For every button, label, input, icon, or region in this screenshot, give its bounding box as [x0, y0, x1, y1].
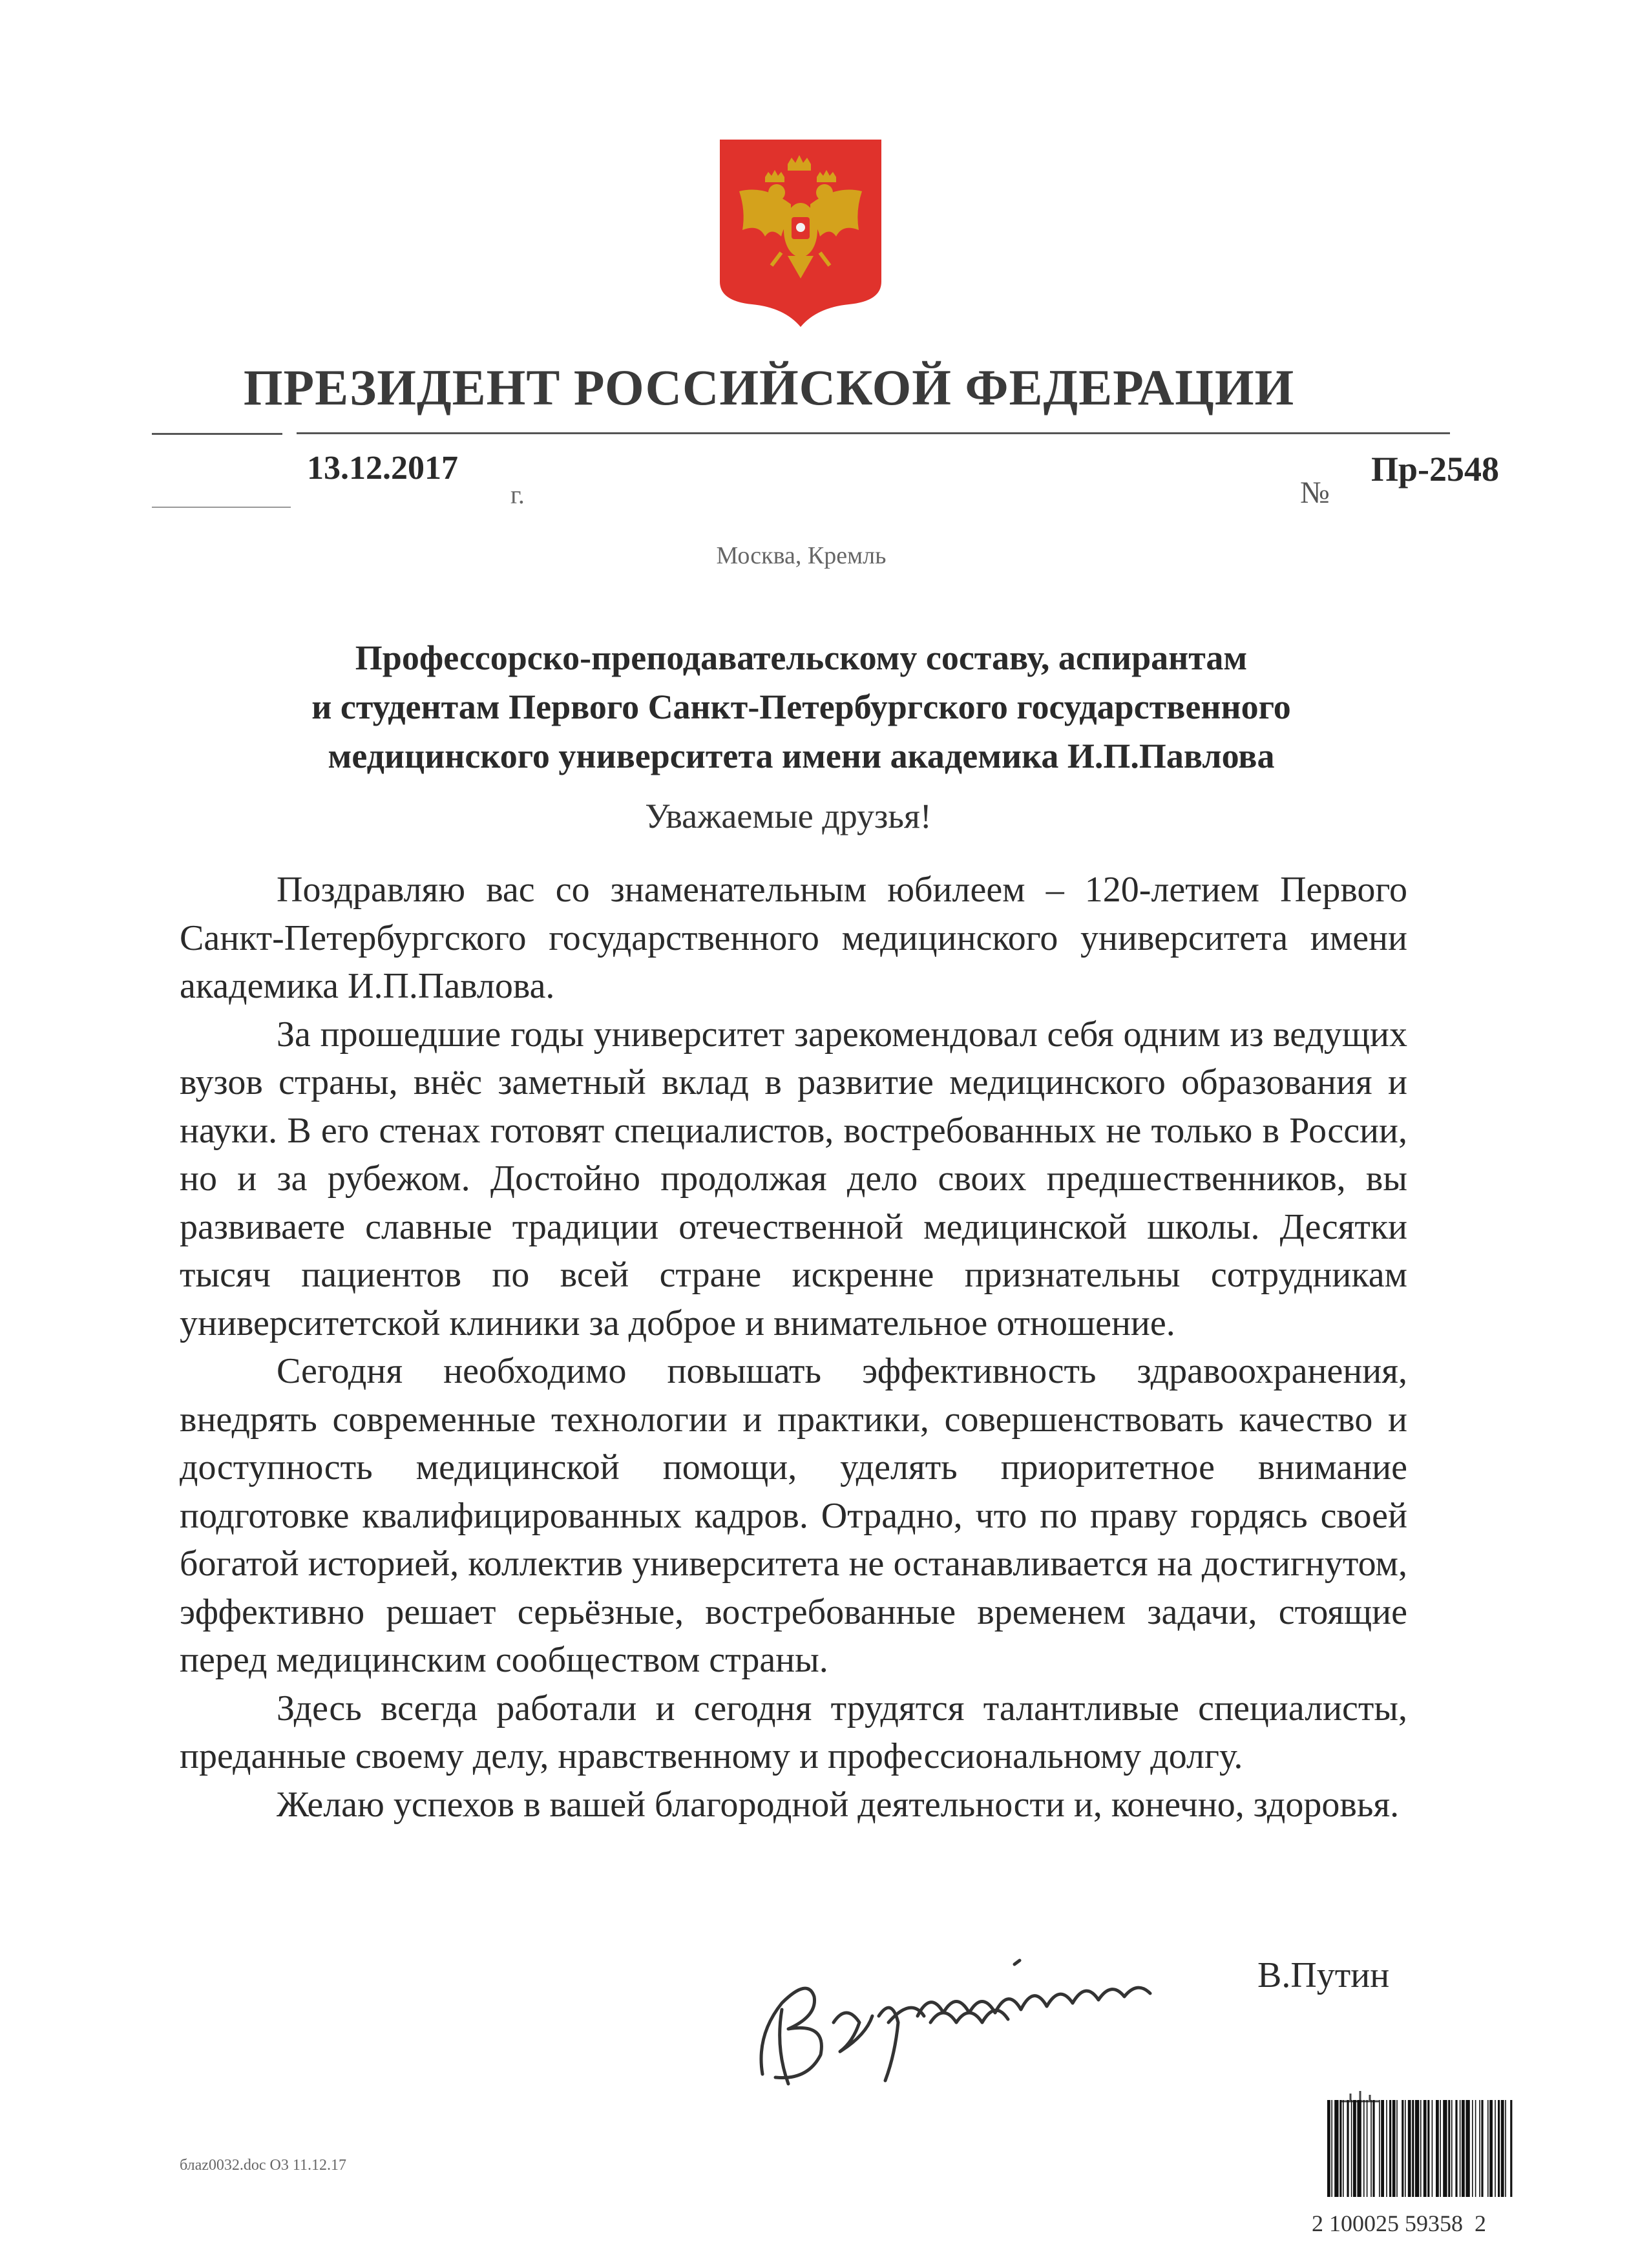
body-paragraph: Сегодня необходимо повышать эффективность здравоохранения, внедрять современные технологии и практики, совершенствовать качество и доступность медицинской помощи, уделять приоритетное внимание подготовке квалифицированных кадров. Отрадно, что по праву гордясь своей богатой историей, коллектив университета не останавливается на достигнутом, эффективно решает серьёзные, востребованные временем задачи, стоящие перед медицинским сообществом страны.: [180, 1351, 1407, 1680]
body-paragraph: Поздравляю вас со знаменательным юбилеем – 120-летием Первого Санкт-Петербургского государственного медицинского университета имени академика И.П.Павлова.: [180, 870, 1407, 1006]
body-paragraph: Здесь всегда работали и сегодня трудятся талантливые специалисты, преданные своему делу, нравственному и профессиональному долгу.: [180, 1688, 1407, 1776]
date-underline: [152, 507, 291, 508]
signer-name: В.Путин: [1257, 1955, 1390, 1995]
heading-rule-left: [152, 433, 282, 435]
document-date: 13.12.2017: [307, 450, 458, 487]
barcode-number: 2 100025 59358 2: [1312, 2210, 1486, 2236]
body-paragraph: За прошедшие годы университет зарекомендовал себя одним из ведущих вузов страны, внёс заметный вклад в развитие медицинского образования и науки. В его стенах готовят специалистов, востребованных не только в России, но и за рубежом. Достойно продолжая дело своих предшественников, вы развиваете славные традиции отечественной медицинской школы. Десятки тысяч пациентов по всей стране искренне признательны сотрудникам университетской клиники за доброе и внимательное отношение.: [180, 1014, 1407, 1343]
heading-rule-right: [297, 432, 1450, 434]
file-reference: блаz0032.doc О3 11.12.17: [180, 2157, 346, 2174]
number-label: №: [1300, 476, 1330, 510]
document-number: Пр-2548: [1371, 450, 1500, 488]
addressee-line: и студентам Первого Санкт-Петербургского государственного: [311, 688, 1291, 726]
greeting: Уважаемые друзья!: [645, 797, 932, 835]
coat-of-arms-emblem: [720, 140, 881, 327]
date-suffix: г.: [510, 480, 525, 509]
document-place: Москва, Кремль: [716, 542, 887, 569]
document-heading: ПРЕЗИДЕНТ РОССИЙСКОЙ ФЕДЕРАЦИИ: [243, 359, 1295, 415]
barcode: [1325, 2100, 1513, 2201]
handwritten-signature: [737, 1926, 1176, 2094]
addressee-line: Профессорско-преподавательскому составу, аспирантам: [355, 638, 1248, 677]
barcode-icon: [1325, 2100, 1513, 2201]
letter-body: [180, 866, 1407, 1829]
body-paragraph: Желаю успехов в вашей благородной деятельности и, конечно, здоровья.: [277, 1784, 1400, 1825]
signature-icon: [737, 1926, 1176, 2094]
addressee-line: медицинского университета имени академика И.П.Павлова: [328, 737, 1275, 775]
double-headed-eagle-icon: [720, 140, 881, 327]
addressee-block: [194, 633, 1409, 781]
